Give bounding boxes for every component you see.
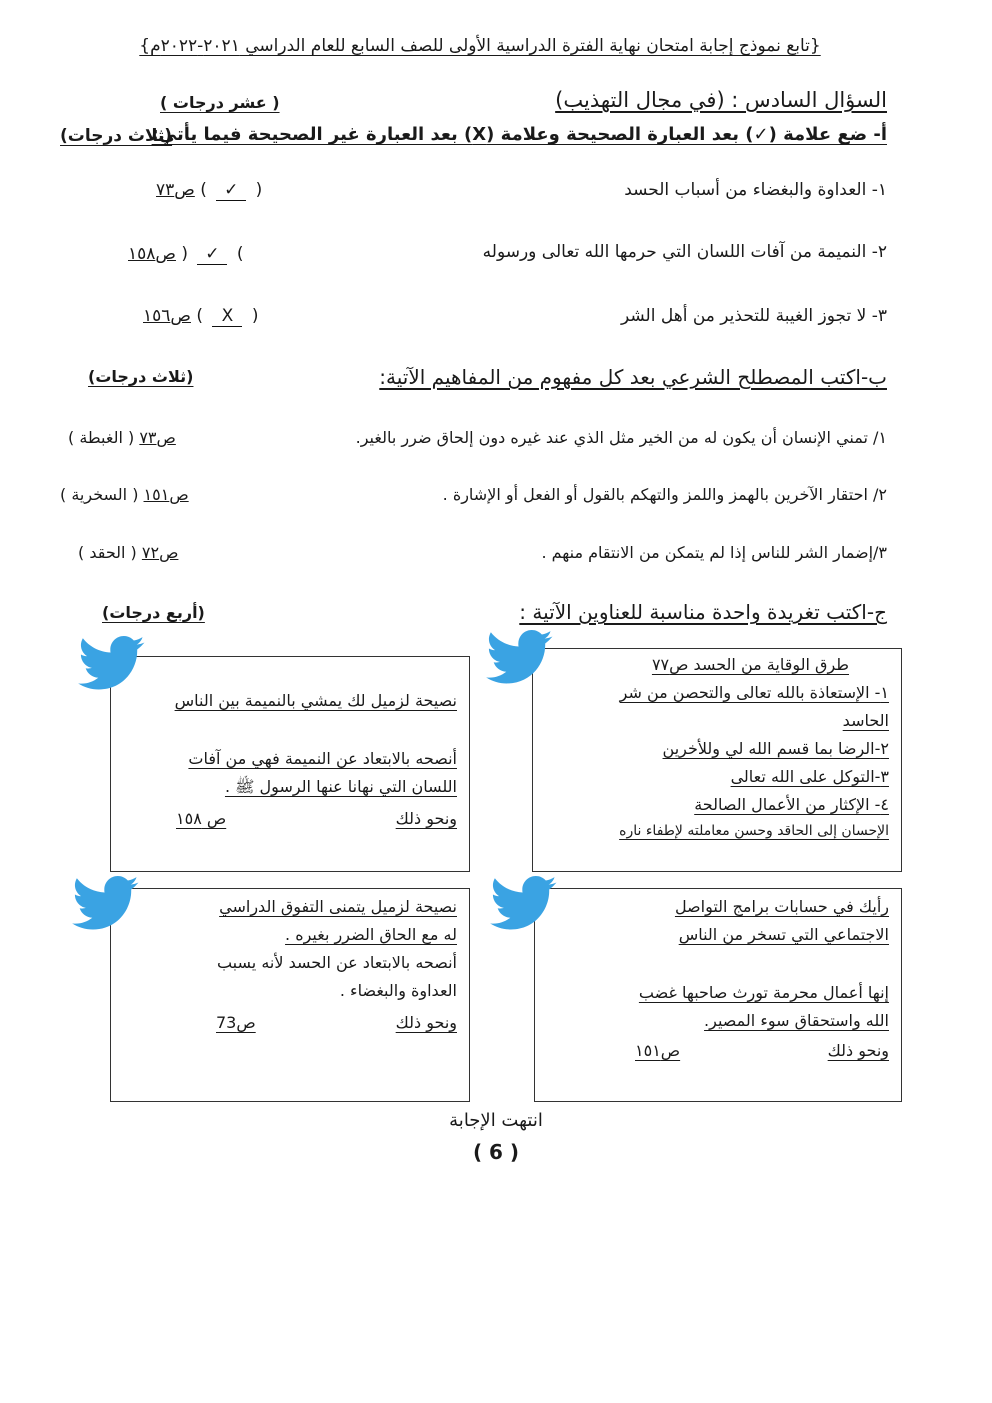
tweet-page: ص١٥١	[635, 1041, 681, 1060]
page-number: ( 6 )	[472, 1140, 520, 1164]
part-c-title: ج-اكتب تغريدة واحدة مناسبة للعناوين الآتية :	[519, 600, 887, 624]
tweet-line: له مع الحاق الضرر بغيره .	[285, 925, 457, 944]
tweet-line: طرق الوقاية من الحسد ص٧٧	[651, 655, 849, 674]
definition-answer-3	[78, 543, 178, 562]
tweet-line: الحاسد	[842, 711, 889, 730]
tweet-page: ص73	[216, 1013, 256, 1032]
tweet-line: الاجتماعي التي تسخر من الناس	[678, 925, 889, 944]
tweet-box-envy	[110, 888, 470, 1102]
definition-term-1: ( الغبطة )	[68, 428, 135, 447]
definition-term-3: ( الحقد )	[78, 543, 137, 562]
twitter-bird-icon	[70, 876, 142, 932]
definition-answer-1	[68, 428, 176, 447]
twitter-bird-icon	[76, 636, 148, 692]
tf-mark-2: ✓	[197, 244, 227, 265]
definition-2: ٢/ احتقار الآخرين بالهمز واللمز والتهكم بالقول أو الفعل أو الإشارة .	[442, 485, 887, 504]
twitter-bird-icon	[484, 630, 556, 686]
tweet-line: ٢-الرضا بما قسم الله لي وللأخرين	[662, 739, 889, 758]
tweet-closing: ونحو ذلك	[395, 1013, 457, 1032]
definition-answer-2	[60, 485, 189, 504]
page-header: {تابع نموذج إجابة امتحان نهاية الفترة الدراسية الأولى للصف السابع للعام الدراسي ٢٠٢١-٢٠٢٢م}	[139, 36, 821, 56]
definition-page-1: ص٧٣	[139, 428, 176, 447]
part-b-title: ب-اكتب المصطلح الشرعي بعد كل مفهوم من المفاهيم الآتية:	[379, 365, 887, 389]
tweet-box-prevention	[532, 648, 902, 872]
definition-3: ٣/إضمار الشر للناس إذا لم يتمكن من الانتقام منهم .	[541, 543, 887, 562]
tweet-box-social-media	[534, 888, 902, 1102]
tweet-line: ١- الإستعاذة بالله تعالى والتحصن من شر	[619, 683, 889, 702]
tweet-line: ٤- الإكثار من الأعمال الصالحة	[694, 795, 889, 814]
question-title: السؤال السادس : (في مجال التهذيب)	[555, 88, 887, 112]
tweet-line: نصيحة لزميل يتمنى التفوق الدراسي	[219, 897, 457, 916]
part-a-points: (ثلاث درجات)	[60, 126, 173, 146]
tweet-line: اللسان التي نهانا عنها الرسول ﷺ .	[224, 777, 457, 796]
part-b-points: (ثلاث درجات)	[88, 367, 194, 386]
tweet-line: أنصحه بالابتعاد عن النميمة فهي من آفات	[188, 749, 457, 768]
tweet-closing: ونحو ذلك	[395, 809, 457, 828]
tweet-line: العداوة والبغضاء .	[339, 981, 457, 1000]
tweet-closing: ونحو ذلك	[827, 1041, 889, 1060]
tf-page-3: ص١٥٦	[143, 306, 191, 326]
tf-mark-3: X	[212, 306, 242, 327]
tf-page-1: ص٧٣	[156, 180, 195, 200]
definition-page-3: ص٧٢	[141, 543, 179, 562]
end-of-answers: انتهت الإجابة	[449, 1110, 543, 1131]
tweet-line: إنها أعمال محرمة تورث صاحبها غضب	[638, 983, 889, 1002]
tf-statement-1: ١- العداوة والبغضاء من أسباب الحسد	[624, 180, 887, 200]
tweet-line: رأيك في حسابات برامج التواصل	[674, 897, 889, 916]
tweet-box-gossip	[110, 656, 470, 872]
tf-answer-1: ص٧٣ ( ✓ )	[156, 180, 263, 200]
tweet-line: نصيحة لزميل لك يمشي بالنميمة بين الناس	[174, 691, 457, 710]
tf-statement-2: ٢- النميمة من آفات اللسان التي حرمها الله تعالى ورسوله	[482, 242, 887, 262]
tf-mark-1: ✓	[216, 180, 246, 201]
part-c-points: (أربع درجات)	[102, 603, 205, 622]
tweet-line: الإحسان إلى الحاقد وحسن معاملته لإطفاء ناره	[619, 823, 889, 839]
definition-1: ١/ تمني الإنسان أن يكون له من الخير مثل الذي عند غيره دون إلحاق ضرر بالغير.	[355, 428, 887, 447]
tweet-line: الله واستحقاق سوء المصير.	[704, 1011, 889, 1030]
part-a-title: أ- ضع علامة (✓) بعد العبارة الصحيحة وعلامة (X) بعد العبارة غير الصحيحة فيما يأتي:	[151, 124, 887, 145]
twitter-bird-icon	[488, 876, 560, 932]
definition-term-2: ( السخرية )	[60, 485, 139, 504]
tf-statement-3: ٣- لا تجوز الغيبة للتحذير من أهل الشر	[621, 306, 887, 326]
question-points: ( عشر درجات )	[160, 93, 280, 112]
definition-page-2: ص١٥١	[143, 485, 189, 504]
tweet-line: أنصحه بالابتعاد عن الحسد لأنه يسبب	[216, 953, 457, 972]
tf-answer-3: ص١٥٦ ( X )	[143, 306, 259, 326]
tf-answer-2: ص١٥٨ ) ✓ (	[128, 244, 244, 264]
tweet-line: ٣-التوكل على الله تعالى	[730, 767, 889, 786]
tweet-page: ص ١٥٨	[176, 809, 227, 828]
tf-page-2: ص١٥٨	[128, 244, 176, 264]
